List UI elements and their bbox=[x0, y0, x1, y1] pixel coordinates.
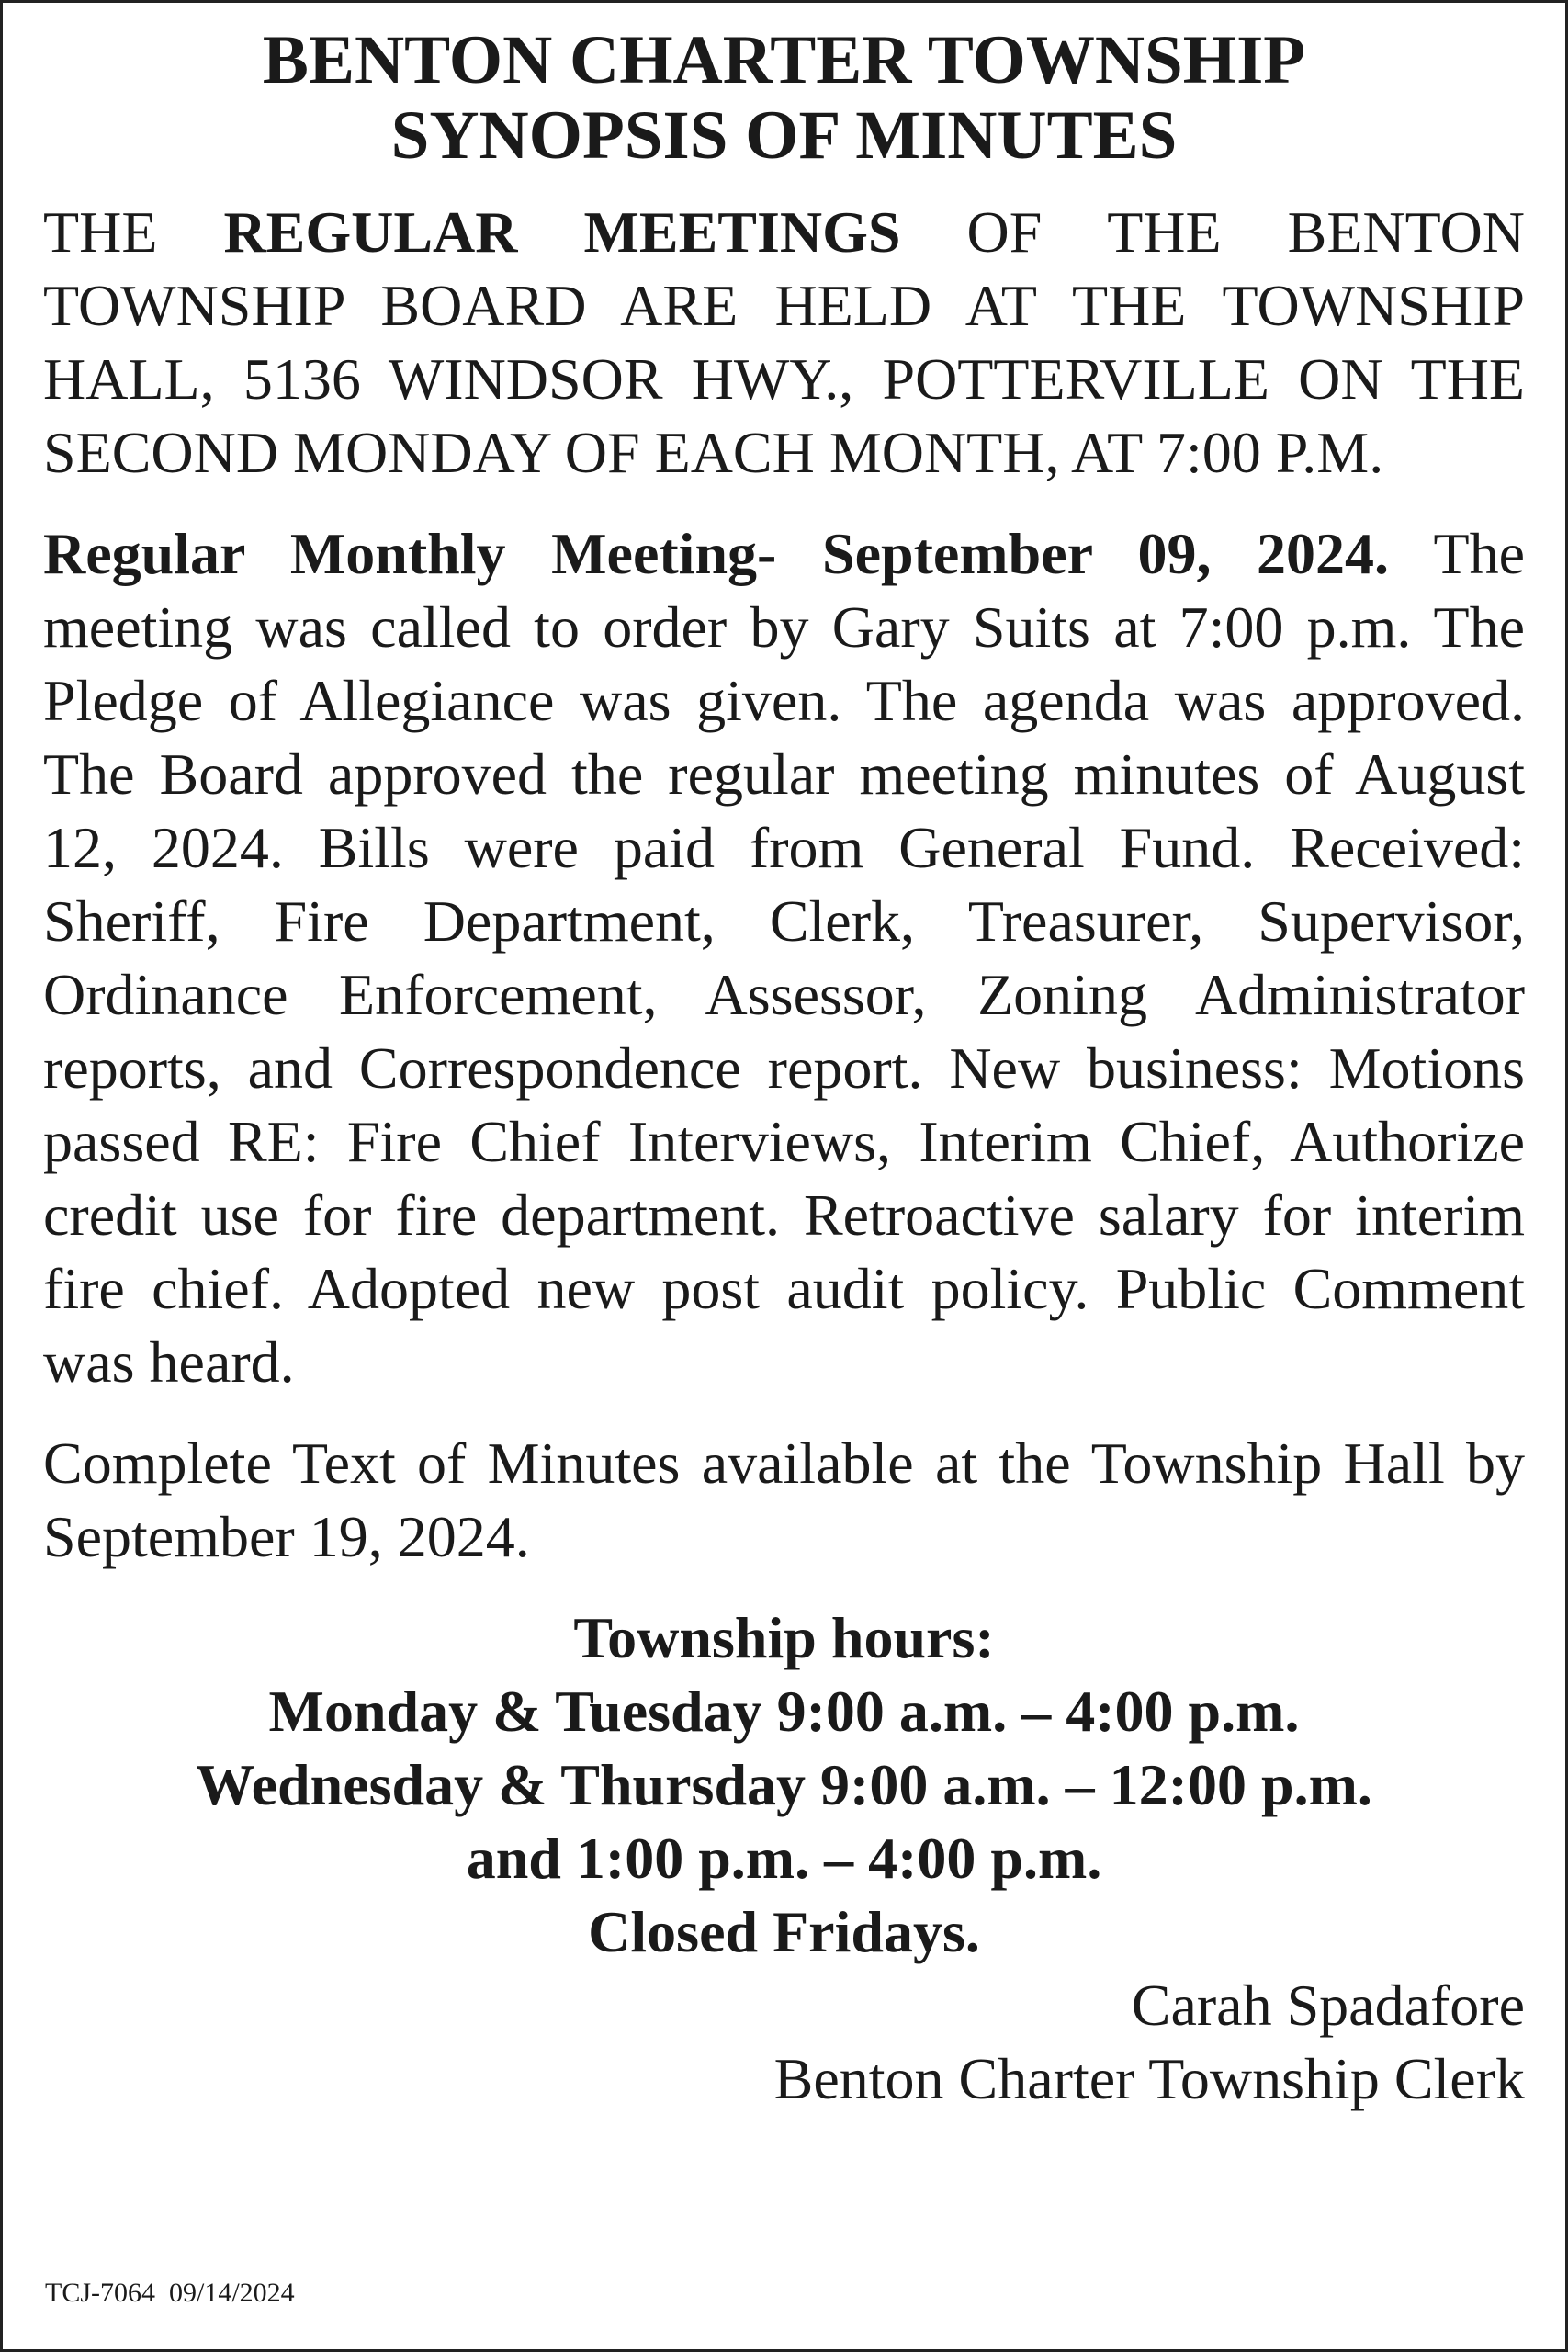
publication-code-text: TCJ-7064 09/14/2024 bbox=[45, 2278, 295, 2308]
title-line-1: BENTON CHARTER TOWNSHIP bbox=[262, 22, 1306, 98]
intro-bold-regular-meetings: REGULAR MEETINGS bbox=[223, 199, 901, 265]
hours-heading: Township hours: bbox=[573, 1605, 995, 1670]
hours-line-afternoon: and 1:00 p.m. – 4:00 p.m. bbox=[466, 1826, 1102, 1891]
title-line-2: SYNOPSIS OF MINUTES bbox=[390, 97, 1178, 174]
intro-prefix: THE bbox=[43, 199, 224, 265]
meeting-heading: Regular Monthly Meeting- September 09, 2024. bbox=[43, 521, 1390, 586]
signature-title: Benton Charter Township Clerk bbox=[773, 2046, 1525, 2111]
meeting-summary-paragraph bbox=[43, 517, 1525, 1399]
meeting-body: The meeting was called to order by Gary Suits at 7:00 p.m. The Pledge of Allegiance was given. The agenda was approved. The Board approved the regular meeting minutes of August 12, 2024. Bills were paid from General Fund. Received: Sheriff, Fire Department, Clerk, Treasurer, Supervisor, Ordinance Enforcement, Assessor, Zoning Administrator reports, and Correspondence report. New business: Motions passed RE: Fire Chief Interviews, Interim Chief, Authorize credit use for fire department. Retroactive salary for interim fire chief. Adopted new post audit policy. Public Comment was heard. bbox=[43, 521, 1526, 1395]
hours-line-closed: Closed Fridays. bbox=[588, 1899, 980, 1964]
intro-suffix: OF THE BENTON TOWNSHIP BOARD ARE HELD AT THE TOWNSHIP HALL, 5136 WINDSOR HWY., POTTERVILLE ON THE SECOND MONDAY OF EACH MONTH, AT 7:00 P.M. bbox=[43, 199, 1525, 485]
notice-title bbox=[43, 23, 1525, 174]
signature-name: Carah Spadafore bbox=[1131, 1973, 1525, 2038]
meeting-schedule-paragraph bbox=[43, 196, 1525, 490]
hours-line-mon-tue: Monday & Tuesday 9:00 a.m. – 4:00 p.m. bbox=[268, 1679, 1300, 1744]
complete-text-paragraph: Complete Text of Minutes available at the Township Hall by September 19, 2024. bbox=[43, 1430, 1525, 1569]
hours-line-wed-thu: Wednesday & Thursday 9:00 a.m. – 12:00 p.m. bbox=[196, 1752, 1372, 1817]
signature-block bbox=[43, 1969, 1525, 2116]
publication-code bbox=[45, 2278, 295, 2309]
township-hours bbox=[43, 1601, 1525, 1969]
